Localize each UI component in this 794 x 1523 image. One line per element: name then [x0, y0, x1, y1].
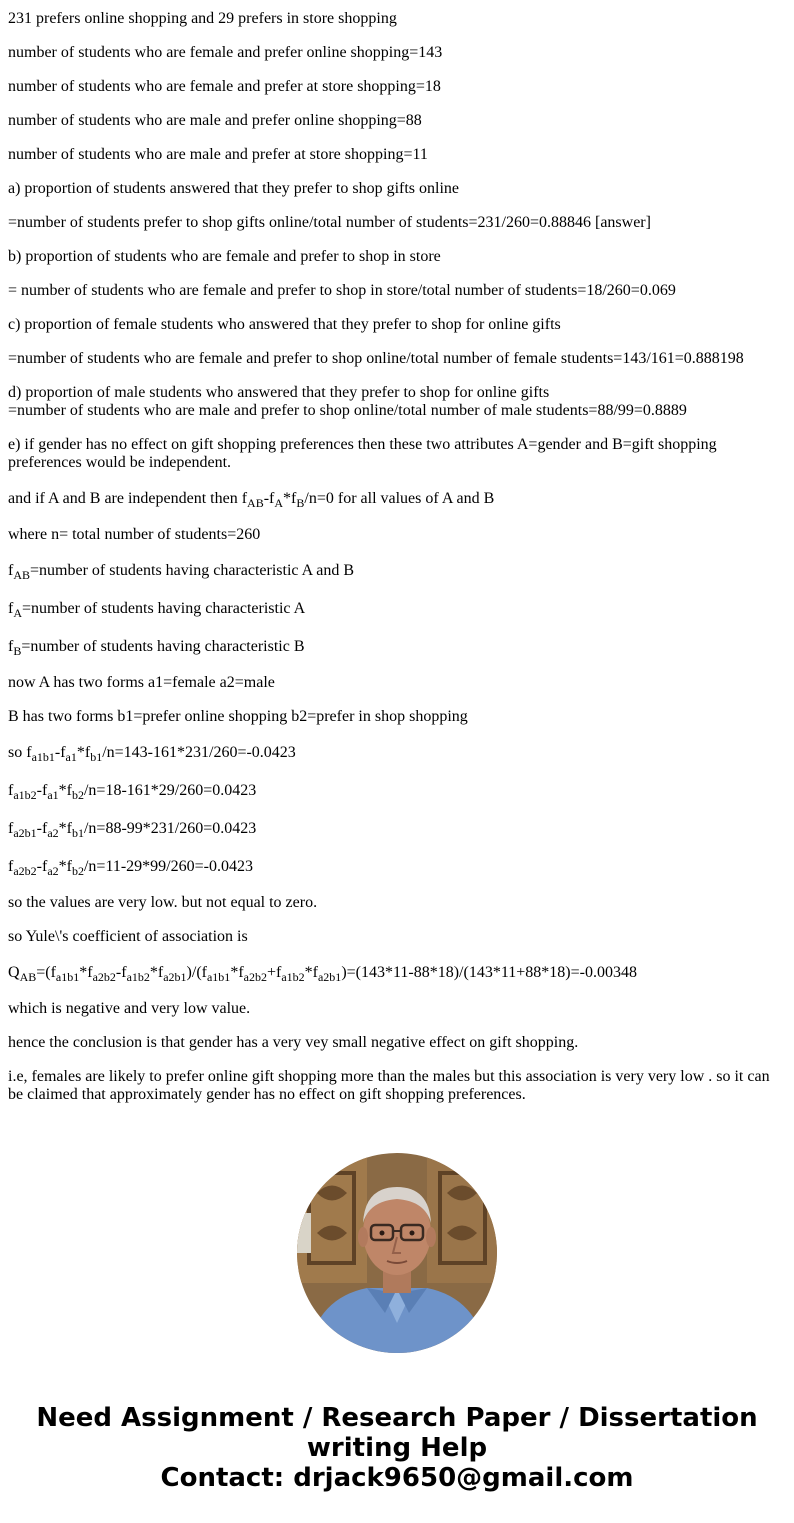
part-b-answer: = number of students who are female and prefer to shop in store/total number of students=18/260=0.069 — [8, 282, 676, 299]
totals-line: 231 prefers online shopping and 29 prefers in store shopping — [8, 10, 397, 27]
part-c-question: c) proportion of female students who answered that they prefer to shop for online gifts — [8, 316, 561, 333]
footer-contact: Contact: drjack9650@gmail.com — [160, 1463, 634, 1493]
solution-text — [8, 10, 784, 1120]
part-d-question: d) proportion of male students who answered that they prefer to shop for online gifts — [8, 384, 550, 401]
low-values-line: so the values are very low. but not equal to zero. — [8, 894, 318, 911]
male-store-line: number of students who are male and prefer at store shopping=11 — [8, 146, 428, 163]
avatar — [297, 1153, 497, 1353]
ie-line: i.e, females are likely to prefer online gift shopping more than the males but this association is very very low . so it can be claimed that approximately gender has no effect on gift shopping preferences. — [8, 1068, 770, 1103]
fb-definition: $f_B=number$ of students having characteristic B — [8, 638, 305, 658]
fab-definition: $f_{AB}=number$ of students having characteristic A and B — [8, 562, 355, 582]
yule-formula: $Q_{AB}=(f_{a1b1}*f_{a2b2}-f_{a1b2}*f_{a2b1})/(f_{a1b1}*f_{a2b2}+f_{a1b2}*f_{a2b1})=(143*11-88*18)/(143*11+88*18)=-0.00348$ — [8, 964, 637, 984]
hence-line: hence the conclusion is that gender has a very vey small negative effect on gift shopping. — [8, 1034, 579, 1051]
b-forms: B has two forms b1=prefer online shopping b2=prefer in shop shopping — [8, 708, 468, 725]
calc-a1b2: $f_{a1b2}-f_{a1}*f_{b2}/n=18-161*29/260=0.0423$ — [8, 782, 257, 802]
part-e-statement: e) if gender has no effect on gift shopping preferences then these two attributes A=gender and B=gift shopping preferences would be independent. — [8, 436, 717, 471]
part-c-answer: =number of students who are female and prefer to shop online/total number of female students=143/161=0.888198 — [8, 350, 744, 367]
part-d-block — [8, 384, 784, 420]
calc-a2b1: $f_{a2b1}-f_{a2}*f_{b1}/n=88-99*231/260=0.0423$ — [8, 820, 257, 840]
part-a-answer: =number of students prefer to shop gifts online/total number of students=231/260=0.88846 [answer] — [8, 214, 651, 231]
footer-line-1: Need Assignment / Research Paper / Dissertation — [36, 1403, 758, 1433]
footer-banner — [0, 1403, 794, 1493]
negative-line: which is negative and very low value. — [8, 1000, 251, 1017]
part-b-question: b) proportion of students who are female and prefer to shop in store — [8, 248, 441, 265]
female-store-line: number of students who are female and prefer at store shopping=18 — [8, 78, 441, 95]
a-forms: now A has two forms a1=female a2=male — [8, 674, 275, 691]
calc-a1b1: so $f_{a1b1}-f_{a1}*f_{b1}/n=143-161*231/260=-0.0423$ — [8, 744, 296, 764]
footer-line-2: writing Help — [306, 1433, 488, 1463]
part-a-question: a) proportion of students answered that they prefer to shop gifts online — [8, 180, 459, 197]
yule-intro: so Yule\'s coefficient of association is — [8, 928, 248, 945]
independence-condition: and if A and B are independent then $f_{AB}-f_A*f_B/n=0$ for all values of A and B — [8, 490, 495, 510]
female-online-line: number of students who are female and prefer online shopping=143 — [8, 44, 443, 61]
part-d-answer: =number of students who are male and prefer to shop online/total number of male students=88/99=0.8889 — [8, 402, 687, 419]
n-definition: where n= total number of students=260 — [8, 526, 261, 543]
fa-definition: $f_A=number$ of students having characteristic A — [8, 600, 306, 620]
portrait-photo — [297, 1153, 497, 1353]
male-online-line: number of students who are male and prefer online shopping=88 — [8, 112, 422, 129]
calc-a2b2: $f_{a2b2}-f_{a2}*f_{b2}/n=11-29*99/260=-0.0423$ — [8, 858, 253, 878]
